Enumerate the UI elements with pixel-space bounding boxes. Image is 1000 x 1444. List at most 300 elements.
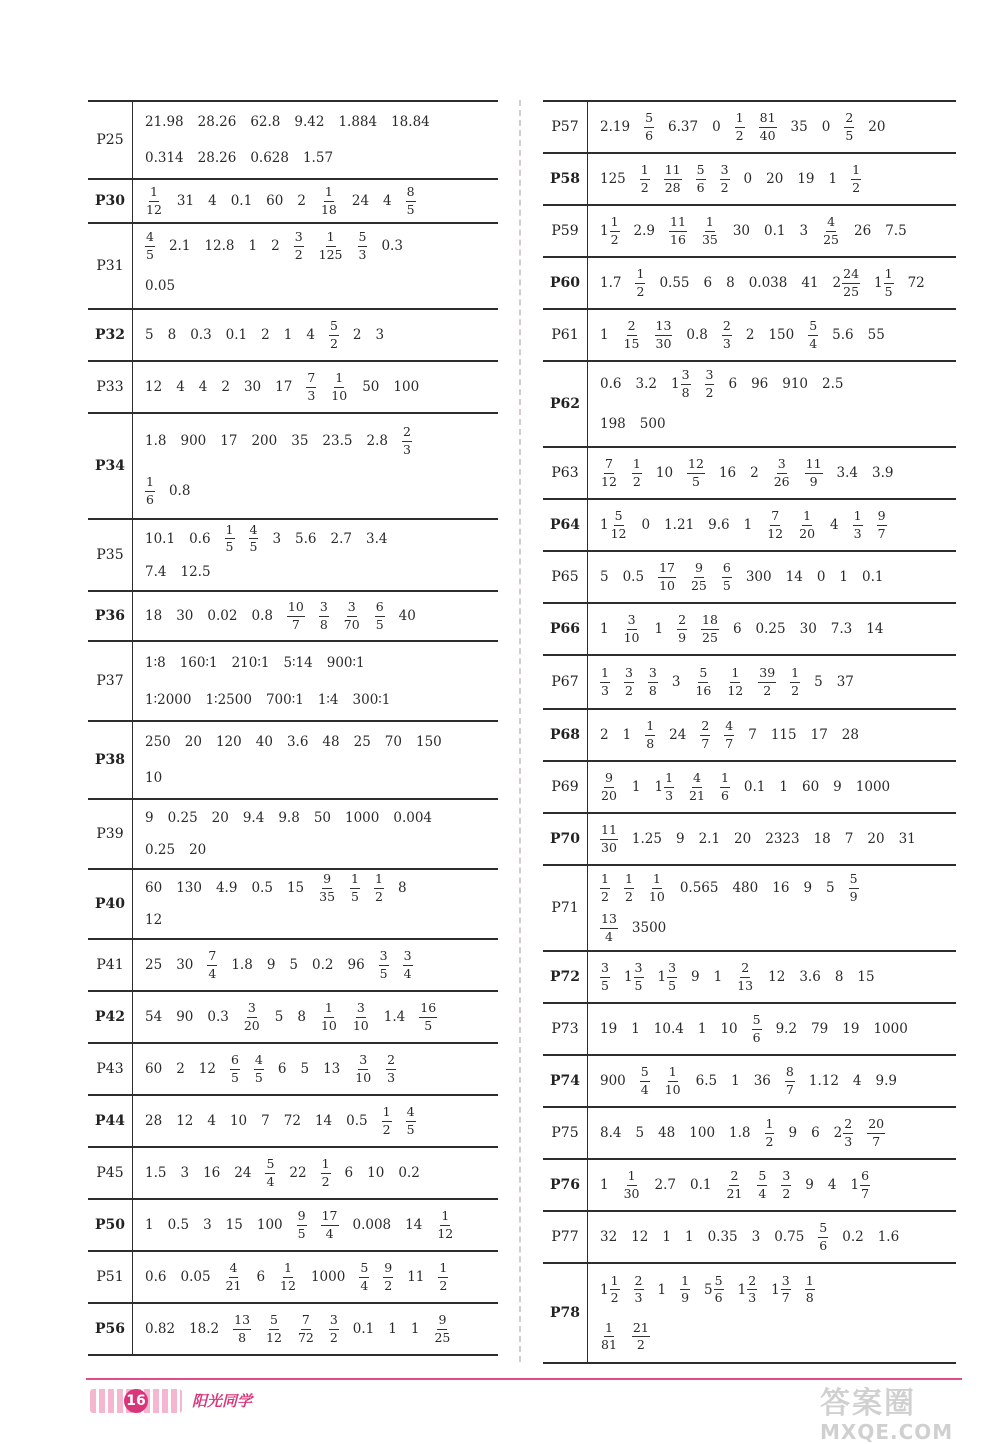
page-label: P69 [543,761,588,813]
answer-value: 1000 [855,779,891,795]
fraction-stack [600,458,618,488]
answer-value: 3.2 [635,376,657,392]
answer-line [600,764,956,810]
numerator: 17 [321,1210,339,1226]
fraction-stack [722,562,732,592]
answer-value: 17 [275,379,293,395]
answer-value: 25 [145,957,163,973]
numerator: 1 [604,1322,614,1338]
answer-value: 9.9 [875,1073,897,1089]
denominator: 125 [318,246,343,262]
answer-value: 5 [289,957,298,973]
answer-value: 0.75 [774,1229,805,1245]
answer-line [145,1254,498,1300]
fraction-stack [648,873,666,903]
answer-value: 9.42 [294,114,325,130]
answer-value: 0.1 [743,779,766,795]
fraction-stack [851,164,861,194]
fraction [640,1066,650,1096]
fraction-stack [600,913,618,943]
denominator: 2 [640,179,649,195]
denominator: 9 [681,1290,690,1305]
answer-line [600,712,956,758]
mixed-number [655,772,675,802]
fraction [720,772,730,802]
fraction-stack [306,372,316,402]
numerator: 1 [765,1118,775,1134]
denominator: 4 [325,1225,334,1241]
fraction-stack [265,1158,275,1188]
fraction-stack [623,614,641,644]
denominator: 7 [701,735,710,751]
fraction-stack [664,772,674,802]
fraction [867,1118,885,1148]
fraction-stack [350,873,360,903]
answer-value: 2.5 [822,376,844,392]
whole-part: 1 [623,969,633,985]
fraction-stack [752,1014,762,1044]
answer-line [145,644,498,681]
fraction-stack [225,1262,243,1292]
numerator: 1 [632,458,642,474]
answer-value: 25 [353,734,371,750]
denominator: 5 [230,1069,239,1085]
fraction [773,458,791,488]
fraction-stack [624,873,634,903]
whole-part: 1 [600,223,609,239]
numerator: 9 [383,1262,393,1278]
numerator: 4 [249,524,259,540]
answer-value: 20 [734,831,752,847]
fraction-stack [632,1319,650,1352]
answer-row [88,1043,498,1095]
fraction [700,720,710,750]
answer-value: 8.4 [600,1125,622,1141]
answer-value: 2.1 [698,831,721,847]
page-label: P35 [88,519,133,591]
fraction-stack [623,320,641,350]
answer-value: 2 [297,193,306,209]
fraction-stack [860,1170,870,1200]
answer-values [133,223,499,309]
page-label: P56 [88,1303,133,1355]
answer-value: 12 [631,1229,649,1245]
answer-value: 4 [306,327,315,343]
answer-value: 250 [145,734,171,750]
answer-value: 7 [748,727,757,743]
numerator: 18 [701,614,719,630]
denominator: 28 [664,179,681,195]
numerator: 4 [229,1262,239,1278]
answer-line [145,226,498,266]
answer-value: 4 [852,1073,862,1089]
answer-value: 41 [801,275,819,291]
fraction-stack [701,216,719,246]
numerator: 4 [826,216,836,232]
mixed-number [771,1272,791,1305]
answer-value: 1∶2000 [145,691,192,708]
answer-value: 0.6 [145,1269,167,1285]
answer-value: 5 [145,327,154,343]
denominator: 6 [696,179,705,195]
numerator: 6 [860,1170,870,1186]
fraction-stack [680,1272,690,1305]
fraction-stack [329,320,339,350]
answer-value: 0.1 [764,223,786,239]
page-label: P75 [543,1107,588,1159]
fraction-stack [319,601,329,631]
answer-values [588,709,957,761]
numerator: 6 [230,1054,240,1070]
fraction-stack [648,667,658,697]
answer-value: 5 [274,1009,284,1025]
answer-value: 0.3 [207,1009,229,1025]
answer-value: 28.26 [197,114,237,130]
fraction-stack [406,186,416,216]
fraction-stack [720,772,730,802]
numerator: 39 [758,667,776,683]
answer-line [600,1006,956,1052]
answer-values [133,799,499,869]
answer-value: 0.8 [686,327,708,343]
fraction-stack [243,1002,261,1032]
denominator: 7 [785,1081,794,1097]
denominator: 25 [702,629,718,645]
page-label: P66 [543,603,588,655]
answer-line [600,312,956,358]
denominator: 2 [610,231,619,247]
page-label: P76 [543,1159,588,1211]
fraction [329,1314,339,1344]
denominator: 12 [280,1277,296,1293]
numerator: 2 [386,1054,396,1070]
answer-value: 900 [600,1073,626,1089]
answer-value: 3 [272,530,282,547]
page-label: P77 [543,1211,588,1263]
numerator: 3 [777,458,787,474]
answer-line [145,594,498,638]
denominator: 2 [624,888,633,904]
answer-line [600,404,956,444]
answer-value: 1 [631,1021,640,1037]
denominator: 12 [437,1225,454,1241]
fraction [877,510,887,540]
numerator: 5 [849,873,859,889]
answer-value: 1.7 [600,275,622,291]
denominator: 21 [225,1277,242,1293]
answer-line [145,1202,498,1248]
fraction-stack [374,873,384,903]
answer-value: 3500 [631,920,667,936]
answer-value: 2 [600,727,609,743]
numerator: 1 [350,873,360,889]
watermark [820,1378,953,1444]
fraction-stack [664,164,682,194]
fraction-stack [287,601,305,631]
answer-value: 3 [671,674,681,690]
fraction [735,112,745,142]
answer-value: 10 [145,770,163,786]
answer-value: 1000 [873,1021,908,1037]
fraction-stack [233,1314,251,1344]
page-label: P67 [543,655,588,709]
numerator: 1 [884,268,894,284]
page-label: P45 [88,1147,133,1199]
answer-value: 55 [867,327,885,343]
fraction [805,1272,815,1305]
fraction [600,1319,618,1352]
fraction-stack [354,1054,372,1084]
fraction [722,562,732,592]
fraction [297,1314,315,1344]
whole-part: 2 [833,1125,843,1141]
answer-line [600,954,956,1000]
answer-row [88,179,498,223]
numerator: 1 [145,476,155,492]
answer-value: 9.2 [775,1021,798,1037]
answer-row [543,1107,956,1159]
numerator: 1 [627,1170,637,1186]
denominator: 2 [439,1277,448,1293]
answer-value: 1 [388,1321,397,1337]
answer-value: 115 [770,727,797,743]
answer-value: 60 [145,1061,163,1077]
answer-line [600,1266,956,1313]
denominator: 9 [849,888,858,904]
answer-values [133,1199,499,1251]
fraction [655,320,673,350]
whole-part: 1 [850,1177,860,1193]
answer-value: 2 [352,327,362,343]
numerator: 1 [374,873,384,889]
answer-value: 9 [145,810,154,826]
answer-value: 4 [176,379,185,395]
page-label: P44 [88,1095,133,1147]
fraction [701,614,719,644]
fraction-stack [747,1272,757,1305]
answer-value: 0 [743,171,753,187]
answer-line [600,156,956,202]
numerator: 1 [652,873,662,889]
numerator: 7 [770,510,780,526]
page-label: P59 [543,205,588,257]
answer-row [88,591,498,641]
fraction-stack [321,1210,339,1240]
numerator: 4 [692,772,702,788]
fraction [798,510,816,540]
page-label: P62 [543,361,588,447]
answer-value: 23.5 [322,433,353,449]
answer-row [543,951,956,1003]
denominator: 3 [634,1290,643,1305]
answer-value: 150 [415,734,442,750]
fraction [265,1314,283,1344]
denominator: 6 [819,1237,828,1253]
mixed-number [834,1118,854,1148]
numerator: 7 [207,950,217,966]
page-label: P36 [88,591,133,641]
denominator: 12 [146,201,162,217]
answer-value: 4.9 [215,880,238,896]
fraction [374,873,384,903]
page-label: P37 [88,641,133,721]
fraction [600,772,618,802]
fraction-stack [798,510,816,540]
page-label: P30 [88,179,133,223]
answer-value: 0.1 [230,193,253,209]
fraction-stack [632,458,642,488]
numerator: 9 [437,1314,447,1330]
watermark-url: MXQE.COM [820,1420,954,1444]
denominator: 2 [329,335,338,351]
numerator: 8 [785,1066,795,1082]
denominator: 3 [601,682,609,698]
fraction-stack [375,601,385,631]
page-label: P74 [543,1055,588,1107]
denominator: 3 [307,387,316,403]
denominator: 35 [319,888,336,904]
fraction [648,873,666,903]
denominator: 16 [670,231,686,247]
answer-line [145,1098,498,1144]
numerator: 16 [419,1002,437,1018]
fraction [726,667,744,697]
answer-value: 5 [635,1125,645,1141]
numerator: 24 [842,268,860,284]
answer-value: 0.5 [622,569,645,585]
answer-value: 20 [766,171,784,187]
answer-value: 9 [805,1177,814,1193]
numerator: 10 [287,601,305,617]
numerator: 1 [851,164,861,180]
denominator: 5 [722,577,731,593]
answer-value: 0.5 [251,880,273,896]
numerator: 3 [667,962,677,978]
answer-line [145,834,498,866]
answer-line [600,208,956,254]
fraction-stack [690,562,708,592]
fraction-stack [624,667,634,697]
denominator: 2 [384,1277,393,1293]
answer-line [145,681,498,718]
page-label: P50 [88,1199,133,1251]
numerator: 1 [645,720,655,736]
answer-line [600,816,956,862]
page-label: P57 [543,101,588,153]
answer-value: 3 [375,327,385,343]
whole-part: 1 [600,1281,609,1298]
answer-value: 1 [731,1073,740,1089]
answer-value: 1 [654,621,664,637]
fraction [329,320,339,350]
fraction-stack [320,1002,338,1032]
fraction [249,521,259,554]
denominator: 2 [601,888,609,904]
answer-value: 1 [248,238,258,254]
fraction [658,562,676,592]
answer-values [588,153,957,205]
fraction-stack [818,1222,828,1252]
fraction-stack [321,1158,331,1188]
answer-value: 2 [261,327,270,343]
fraction-stack [694,667,712,697]
denominator: 12 [727,682,744,698]
answer-value: 50 [313,810,331,826]
denominator: 2 [763,682,772,698]
answer-value: 20 [867,831,885,847]
denominator: 25 [690,577,707,593]
answer-line [600,364,956,404]
fraction-stack [640,164,650,194]
fraction-stack [145,476,155,506]
numerator: 4 [406,1106,416,1122]
answer-value: 1 [839,569,848,585]
answer-line [145,994,498,1040]
answer-value: 21.98 [145,114,184,130]
denominator: 12 [610,525,627,541]
denominator: 35 [701,231,718,247]
numerator: 81 [759,112,777,128]
fraction [623,320,641,350]
answer-values [588,447,957,499]
numerator: 3 [681,369,691,385]
numerator: 3 [403,950,413,966]
fraction-stack [600,772,618,802]
fraction [352,1002,370,1032]
denominator: 30 [623,1185,640,1201]
answer-value: 0.2 [842,1229,864,1245]
fraction [350,873,360,903]
fraction [677,614,687,644]
answer-row [543,1263,956,1363]
answer-values [588,257,957,309]
fraction-stack [600,873,610,903]
answer-line [145,182,498,220]
answer-value: 48 [322,734,340,750]
answer-value: 1∶8 [145,654,166,671]
answer-value: 2 [221,379,230,395]
fraction [849,873,859,903]
fraction [359,1262,369,1292]
answer-row [543,551,956,603]
answer-value: 10 [655,465,674,481]
page-label: P70 [543,813,588,865]
denominator: 20 [799,525,816,541]
answer-line [145,312,498,358]
whole-part: 1 [600,517,609,533]
answer-value: 70 [384,734,402,750]
fraction-stack [265,1314,283,1344]
answer-values [588,655,957,709]
fraction-stack [318,873,336,903]
answer-values [588,1003,957,1055]
fraction [664,164,682,194]
fraction-stack [382,1106,392,1136]
mixed-number [671,369,691,399]
numerator: 11 [805,458,823,474]
denominator: 3 [748,1290,757,1305]
numerator: 2 [700,720,710,736]
answer-values [133,1043,499,1095]
answer-value: 0.5 [167,1217,190,1233]
fraction [230,1054,240,1084]
denominator: 2 [632,473,641,489]
fraction [634,1272,644,1305]
answer-value: 2.8 [366,433,388,449]
answer-value: 0.8 [251,608,273,624]
fraction-stack [330,372,348,402]
answer-value: 0.25 [167,810,198,826]
